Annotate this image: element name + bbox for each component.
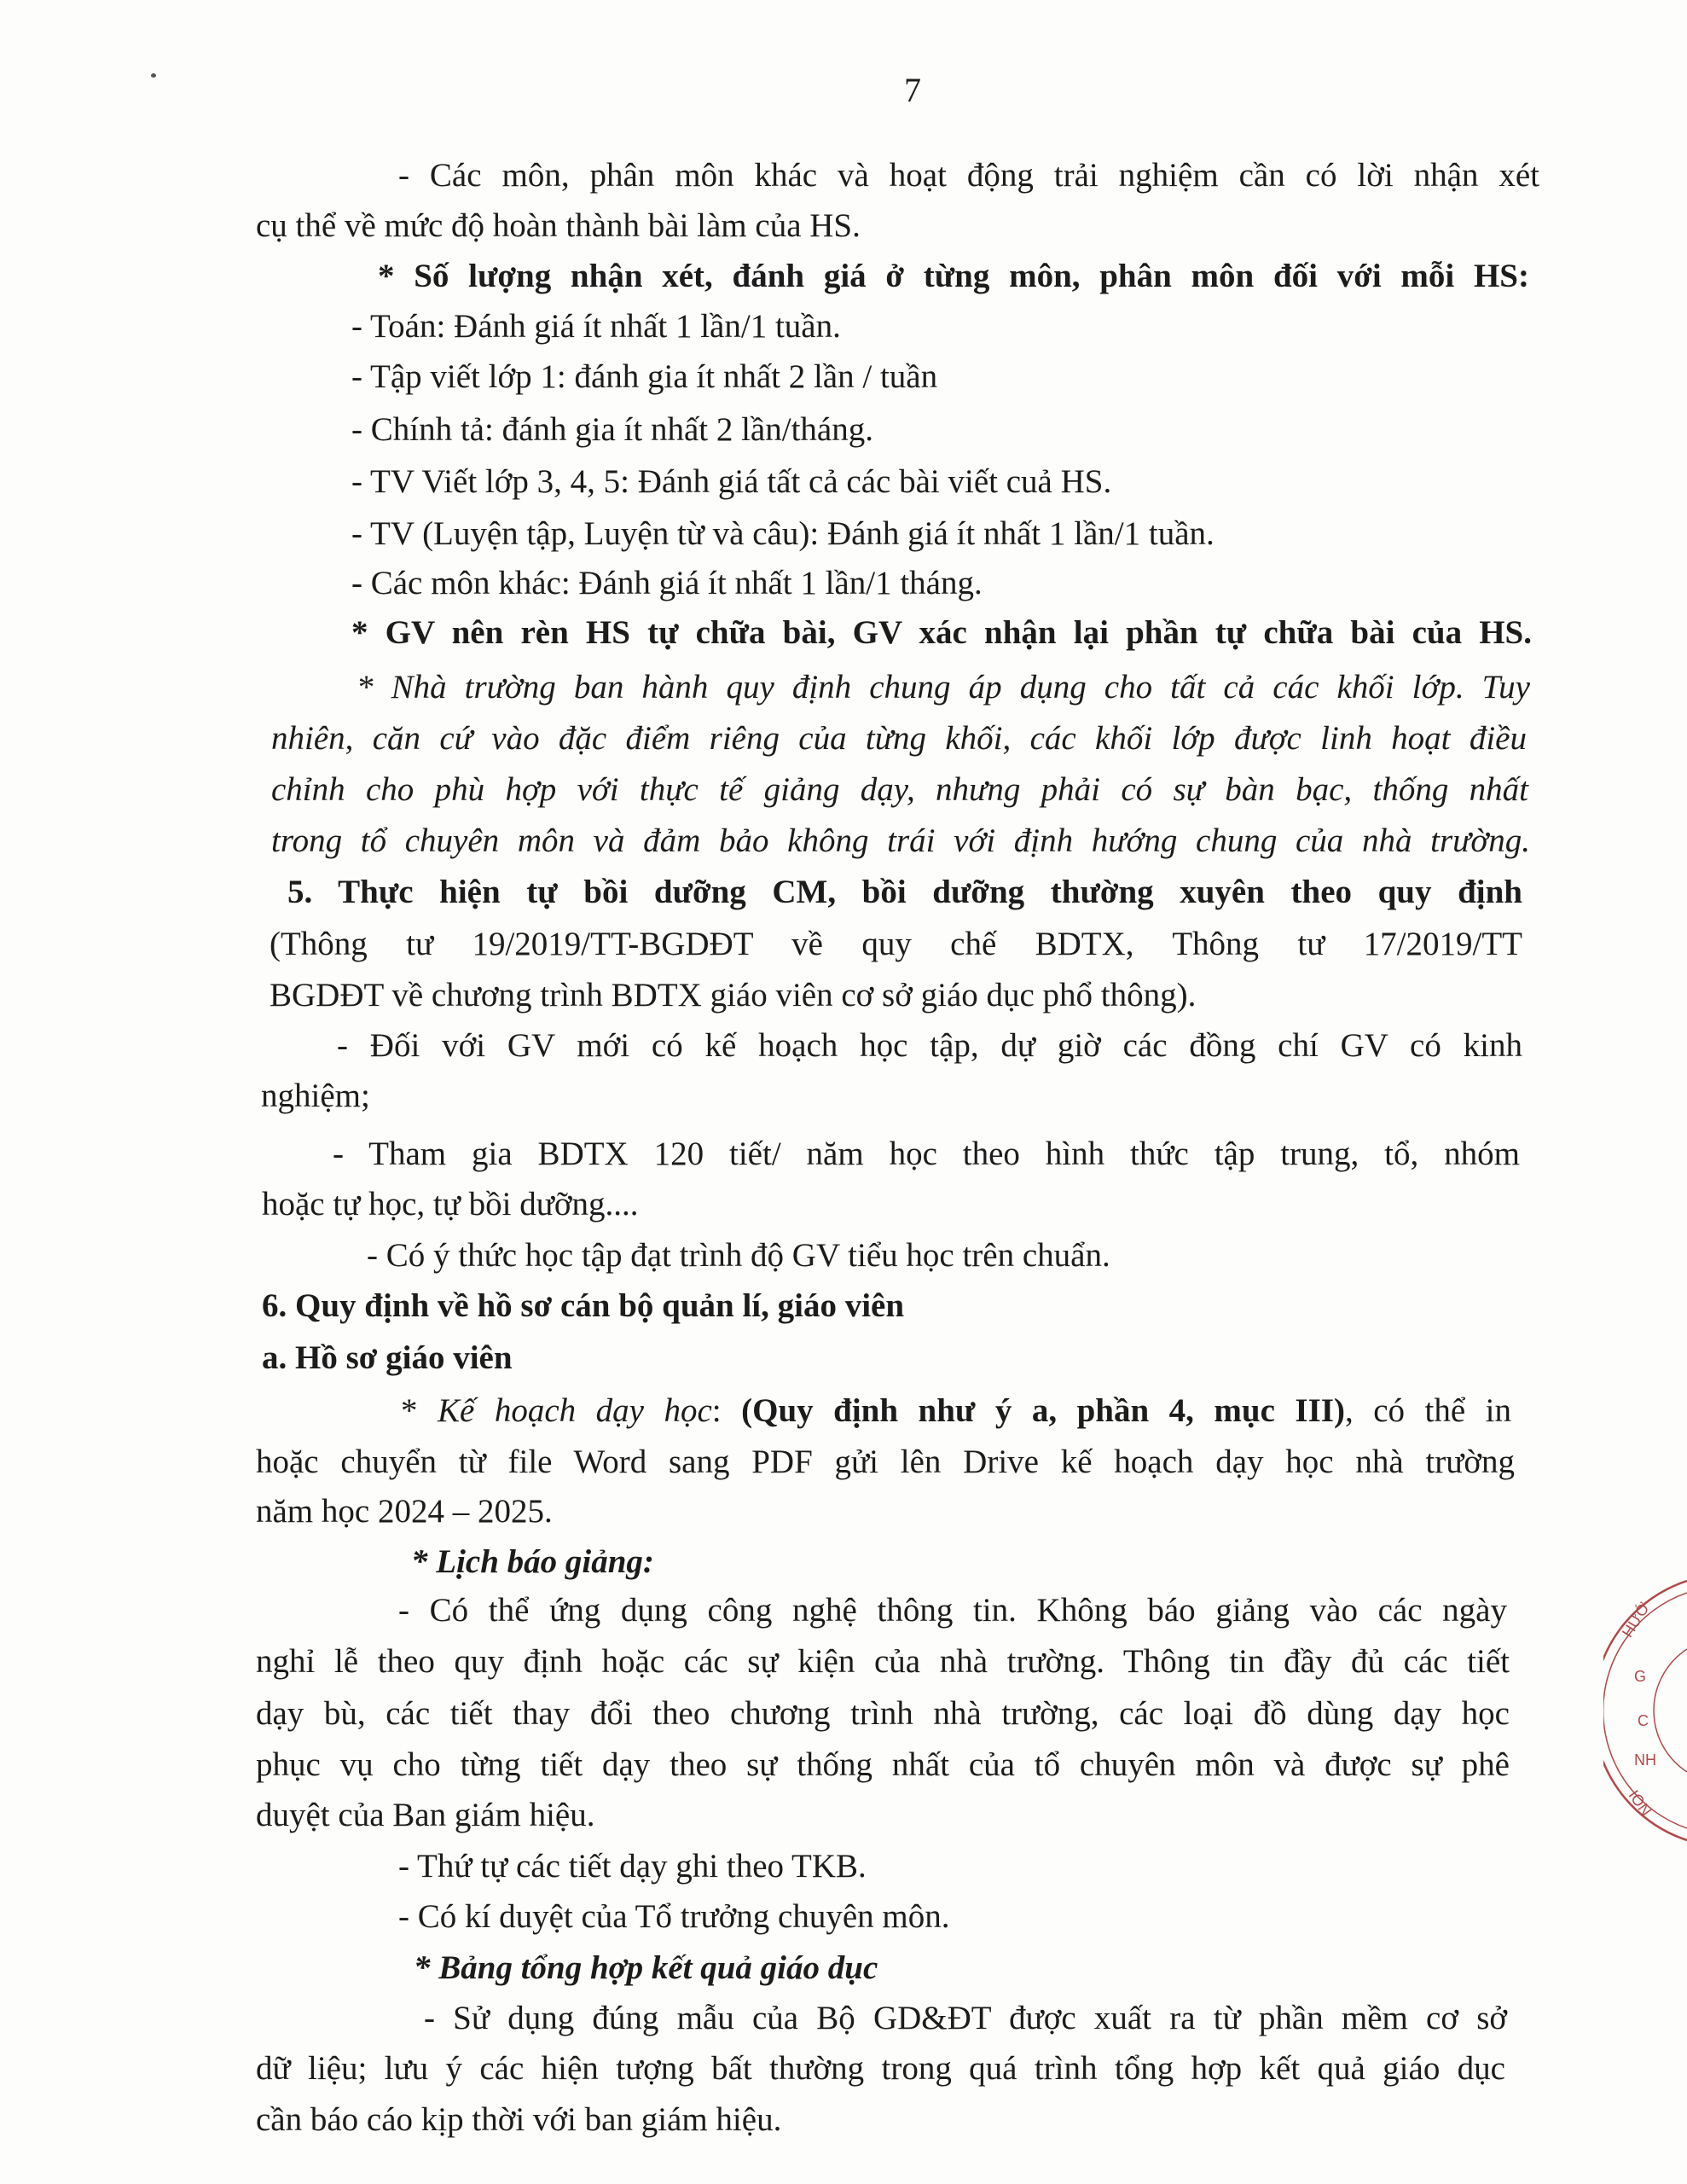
text-line: nghỉ lễ theo quy định hoặc các sự kiện của nhà trường. Thông tin đầy đủ các tiết	[256, 1643, 1510, 1680]
text-line: - Tham gia BDTX 120 tiết/ năm học theo hình thức tập trung, tổ, nhóm	[333, 1136, 1520, 1172]
text-line: cụ thể về mức độ hoàn thành bài làm của HS.	[256, 207, 861, 244]
text-line: duyệt của Ban giám hiệu.	[256, 1797, 595, 1833]
text-line: dữ liệu; lưu ý các hiện tượng bất thường trong quá trình tổng hợp kết quả giáo dục	[256, 2050, 1505, 2087]
text-line: * Bảng tổng hợp kết quả giáo dục	[414, 1949, 878, 1986]
text-line: - TV Viết lớp 3, 4, 5: Đánh giá tất cả các bài viết cuả HS.	[351, 463, 1112, 500]
text-line	[401, 1394, 1511, 1427]
text-segment: Kế hoạch dạy học	[438, 1392, 712, 1429]
stamp-text-4: NH	[1634, 1751, 1656, 1769]
text-line: - Các môn khác: Đánh giá ít nhất 1 lần/1 tháng.	[351, 565, 983, 601]
text-line: hoặc tự học, tự bồi dưỡng....	[262, 1186, 639, 1223]
text-line: phục vụ cho từng tiết dạy theo sự thống nhất của tổ chuyên môn và được sự phê	[256, 1746, 1510, 1783]
text-line: - Đối với GV mới có kế hoạch học tập, dự giờ các đồng chí GV có kinh	[337, 1027, 1522, 1064]
text-line: nghiệm;	[261, 1077, 370, 1114]
text-line: - Có ý thức học tập đạt trình độ GV tiểu học trên chuẩn.	[367, 1237, 1110, 1274]
stamp-text-5: ION	[1625, 1786, 1655, 1820]
stamp-text-3: C	[1638, 1712, 1649, 1729]
text-line: năm học 2024 – 2025.	[256, 1493, 553, 1530]
text-line: - Chính tả: đánh gia ít nhất 2 lần/tháng.	[351, 411, 873, 448]
text-line: - TV (Luyện tập, Luyện từ và câu): Đánh giá ít nhất 1 lần/1 tuần.	[351, 515, 1215, 552]
text-line: chỉnh cho phù hợp với thực tế giảng dạy, nhưng phải có sự bàn bạc, thống nhất	[271, 771, 1528, 808]
scan-speck	[151, 73, 156, 78]
red-stamp-fragment	[1603, 1574, 1687, 1847]
text-line: 5. Thực hiện tự bồi dưỡng CM, bồi dưỡng thường xuyên theo quy định	[287, 874, 1522, 910]
text-line: dạy bù, các tiết thay đổi theo chương trình nhà trường, các loại đồ dùng dạy học	[256, 1695, 1510, 1732]
text-line: - Có thể ứng dụng công nghệ thông tin. Không báo giảng vào các ngày	[398, 1592, 1507, 1629]
text-line: hoặc chuyển từ file Word sang PDF gửi lên Drive kế hoạch dạy học nhà trường	[256, 1443, 1515, 1480]
text-segment: (Quy định như ý a, phần 4, mục III)	[741, 1392, 1345, 1429]
text-line: * GV nên rèn HS tự chữa bài, GV xác nhận lại phần tự chữa bài của HS.	[351, 614, 1532, 651]
text-line: - Sử dụng đúng mẫu của Bộ GD&ĐT được xuất ra từ phần mềm cơ sở	[424, 2000, 1507, 2036]
text-segment: , có thể in	[1344, 1392, 1511, 1429]
text-line: - Thứ tự các tiết dạy ghi theo TKB.	[398, 1848, 867, 1885]
text-line: BGDĐT về chương trình BDTX giáo viên cơ sở giáo dục phổ thông).	[270, 977, 1197, 1014]
page-number: 7	[904, 71, 921, 109]
stamp-text-1: HƯỚ	[1618, 1599, 1654, 1641]
text-line: cần báo cáo kịp thời với ban giám hiệu.	[256, 2101, 782, 2138]
stamp-text-2: G	[1634, 1668, 1647, 1685]
text-line: - Có kí duyệt của Tổ trưởng chuyên môn.	[398, 1898, 950, 1935]
text-line: nhiên, căn cứ vào đặc điểm riêng của từng khối, các khối lớp được linh hoạt điều	[271, 720, 1527, 757]
text-line: - Tập viết lớp 1: đánh gia ít nhất 2 lần / tuần	[351, 358, 938, 395]
text-line: * Lịch báo giảng:	[411, 1543, 654, 1580]
text-line: * Số lượng nhận xét, đánh giá ở từng môn, phân môn đối với mỗi HS:	[378, 258, 1529, 294]
text-segment: :	[711, 1392, 742, 1429]
text-line: - Toán: Đánh giá ít nhất 1 lần/1 tuần.	[351, 308, 841, 345]
text-line: (Thông tư 19/2019/TT-BGDĐT về quy chế BDTX, Thông tư 17/2019/TT	[270, 926, 1522, 962]
text-line: trong tổ chuyên môn và đảm bảo không trái với định hướng chung của nhà trường.	[271, 822, 1530, 859]
text-line: 6. Quy định về hồ sơ cán bộ quản lí, giáo viên	[262, 1287, 905, 1324]
text-line: - Các môn, phân môn khác và hoạt động trải nghiệm cần có lời nhận xét	[398, 157, 1539, 194]
text-line: * Nhà trường ban hành quy định chung áp dụng cho tất cả các khối lớp. Tuy	[357, 669, 1530, 706]
text-segment: *	[401, 1392, 438, 1429]
text-line: a. Hồ sơ giáo viên	[262, 1339, 513, 1376]
